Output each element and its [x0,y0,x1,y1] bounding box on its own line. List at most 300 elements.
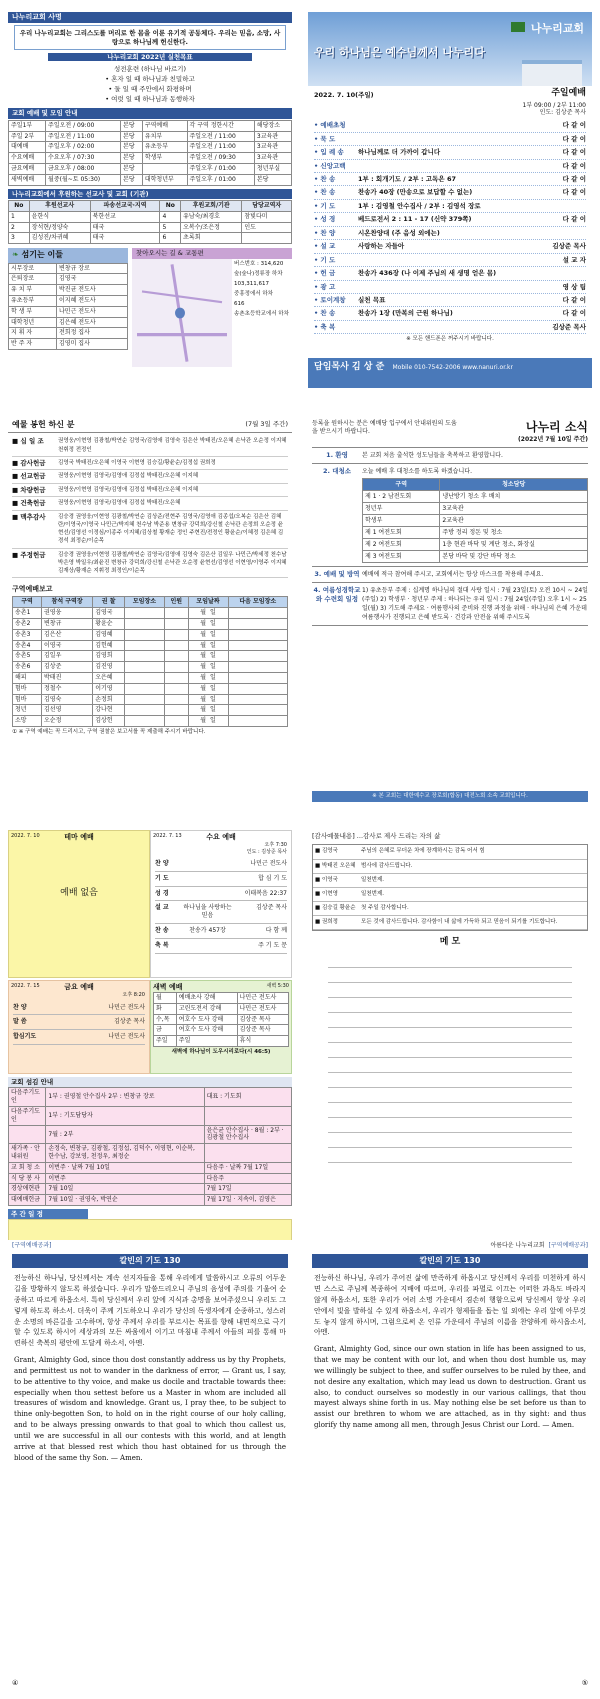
order-item-content [358,135,536,143]
dawn-row [154,1003,289,1014]
fri-rows [9,999,149,1047]
duty-row [9,1088,292,1107]
table-cell [164,629,188,640]
order-item-leader: 김상준 목사 [552,242,586,251]
service-title: 주일예배 [551,88,586,98]
table-cell: 김영희 [93,651,125,662]
service-cell: 설 교 [155,904,169,912]
table-cell: 김상준 [41,662,92,673]
table-cell: 청년 [13,705,42,716]
service-cell: 주 기 도 문 [258,941,287,949]
goal-item: • 여럿 일 때 하나님과 동행하자 [105,94,195,103]
news-item [312,583,588,626]
table-cell: 본당 [254,174,291,185]
duty-row [9,1107,292,1126]
memo-title: 메 모 [439,937,461,948]
wed-title: 수요 예배 [206,833,236,841]
order-item-leader: 다 같 이 [562,309,586,318]
service-row [155,872,287,887]
table-cell: 이영국 [41,640,92,651]
table-cell: 김영국 [57,274,128,285]
service-cell: 말 씀 [13,1018,27,1026]
news-text: 오늘 예배 후 대청소를 하도록 하겠습니다. [362,468,472,476]
table-cell: 김진영 [93,662,125,673]
staff-row [9,306,128,317]
offering-list [8,433,292,580]
order-item-content: 시온찬양대 (주 음성 외에는) [358,228,440,237]
wednesday-box [150,830,292,978]
map-info-line: 송촌초등학교에서 하차 [234,311,289,318]
order-item-content [358,256,536,264]
table-cell [188,683,228,694]
dawn-row [154,993,289,1004]
order-item-content: 1부 : 회개기도 / 2부 : 고독은 67 [358,175,457,184]
month-label: 월 [200,695,207,703]
worship-row [9,142,292,153]
table-cell: 대학청년 [9,317,57,328]
news-footer: ※ 본 교회는 대한예수교 장로회(합동) 대전노회 소속 교회입니다. [312,791,588,802]
group-note-text: ※ 구역 예배는 꼭 드리시고, 구역 권찰은 보고서를 꼭 제출해 주시기 바랍니다. [18,729,206,736]
order-row [314,254,586,267]
table-cell: 송촌2 [13,619,42,630]
thanks-row [313,874,587,888]
order-item-content [358,162,536,170]
lesson-tag: [구역예배공과] [12,1242,52,1249]
table-cell: 식 당 봉 사 [9,1173,46,1184]
service-row [13,1015,145,1030]
table-cell [188,705,228,716]
table-header-cell: 담당교역자 [242,201,292,212]
order-row [314,281,586,294]
table-cell: 김성진/차귀혜 [29,233,90,244]
wed-time: 오후 7:30 [264,842,287,849]
table-cell [124,694,164,705]
table-cell: 주일오전 / 09:00 [46,120,121,131]
order-item-label: • 설 교 [314,242,336,251]
mission-row [9,222,292,233]
table-cell [242,233,292,244]
prayer-english: Grant, Almighty God, since thou dost constantly address us by thy Prophets, and permittest us not to wander in the darkness of error, — Grant us, I say, to be attentive to thy voice, and make us docile and tractable towards thee: especially when thou settest before us a Master in whom are included all treasures of wisdom and knowledge. Grant us, I pray thee, to be subject to thine only-begotten Son, to hold on in the right course of our holy calling, and to be always pressing onwards to that goal to which thou callest us, until we are successful in all our contests with this world, and at length arrive at that blessed rest which thou hast obtained for us through the blood of the same thy Son. — Amen. [14,1356,286,1462]
goal-header: 나누리교회 2022년 실천목표 [48,53,252,61]
news-body [362,451,588,460]
offering-row [12,470,288,483]
table-header-cell: No [9,201,30,212]
service-leader: 인도: 김상준 목사 [539,109,586,117]
table-cell: 강나현 [93,705,125,716]
table-cell [228,651,287,662]
service-cell: 하나님을 사랑하는 믿음 [183,904,232,920]
church-logo [511,22,584,36]
dawn-box [150,980,292,1074]
offering-category: ■ 맥추감사 [12,512,46,521]
memo-line [328,1133,572,1148]
table-cell: 주일오전 / 09:30 [187,153,254,164]
month-label: 월 [200,641,207,649]
thanks-name: ■ 권희정 [315,919,338,926]
group-report-table [12,596,288,727]
table-cell: 주일오후 / 01:00 [187,174,254,185]
service-row [155,887,287,902]
cleaning-table [362,478,588,563]
month-label: 월 [200,630,207,638]
order-item-content: 베드로전서 2 : 11 - 17 (신약 379쪽) [358,215,472,224]
table-cell: 6 [160,233,181,244]
church-logo-icon [511,22,525,32]
cleaning-row [363,503,588,515]
news-label: 1. 환영 [326,451,348,460]
cleaning-row [363,515,588,527]
thanks-row [313,888,587,902]
pastor-footer [308,358,592,388]
table-cell: 새가족 · 안내위원 [9,1144,46,1163]
mission-support-header: 나누리교회에서 후원하는 선교사 및 교회 (기관) [8,189,292,199]
pastor-name: 담임목사 김 상 준 [314,362,385,372]
table-cell: 제 1 · 2 남전도회 [363,491,440,503]
offering-category: ■ 선교헌금 [12,472,46,481]
table-cell: 2 [9,222,30,233]
order-item-leader [536,202,586,210]
page-2-order-of-worship [308,12,592,388]
month-label: 월 [200,717,207,725]
duty-row [9,1184,292,1195]
table-cell: 수요오후 / 07:30 [46,153,121,164]
memo-line [328,1043,572,1058]
table-cell: 7월 17일 · 지속이, 김영은 [204,1195,291,1206]
theme-worship-box [8,830,150,978]
table-cell: 유남숙/최경호 [181,211,242,222]
service-cell: 김상준 목사 [114,1018,145,1026]
duty-row [9,1125,292,1144]
table-cell [164,651,188,662]
service-row [155,939,287,954]
lesson-tag-2: [구역예배공과] [548,1242,588,1249]
table-cell: 3교육관 [254,153,291,164]
table-cell [228,619,287,630]
prayer-title-2: 칼빈의 기도 130 [312,1254,588,1268]
table-cell [204,1107,291,1126]
table-cell: 송촌6 [13,662,42,673]
table-cell [228,662,287,673]
table-cell: 교 회 청 소 [9,1162,46,1173]
table-cell [164,640,188,651]
table-cell [124,619,164,630]
staff-table [8,263,128,350]
table-cell [164,619,188,630]
table-cell: 주일오후 / 02:00 [46,142,121,153]
theme-title: 테마 예배 [64,833,94,841]
offering-category: ■ 건축헌금 [12,499,46,508]
thanks-row [313,845,587,859]
worship-row [9,153,292,164]
table-cell: 2교육관 [440,515,588,527]
group-row [13,683,288,694]
table-cell: 금요오후 / 08:00 [46,164,121,175]
order-item-leader [536,229,586,237]
table-cell: 대학청년부 [142,174,187,185]
table-cell [188,694,228,705]
table-cell: 제 1 여전도회 [363,527,440,539]
table-cell [228,694,287,705]
order-item-label: • 찬 송 [314,309,336,318]
table-cell: 월 [154,993,177,1004]
table-cell: 손정숙, 변창규, 김광철, 김정섭, 김덕수, 이영현, 이순복, 한수남, 강보영, 천정우, 최정순 [46,1144,204,1163]
group-row [13,716,288,727]
page-3-offerings [8,418,292,806]
thanks-text: 범사에 감사드립니다. [361,862,413,869]
table-cell [164,716,188,727]
order-item-leader: 영 상 팀 [562,282,586,291]
table-cell: 유초등부 [9,296,57,307]
table-cell: 본당 [121,131,143,142]
news-text: 예배에 적극 참여해 주시고, 교회에서는 항상 마스크를 착용해 주세요. [362,571,544,579]
table-cell: 변창규 장로 [57,263,128,274]
table-cell: 김상헌 [93,716,125,727]
table-cell: 제 3 여전도회 [363,551,440,563]
order-row [314,119,586,132]
day-label: 일 [210,652,216,660]
table-cell [188,608,228,619]
group-row [13,619,288,630]
banner-slogan: 우리 하나님은 예수님께서 나누리다 [314,46,485,59]
table-cell: 주일오전 / 11:00 [187,142,254,153]
table-cell: 3 [9,233,30,244]
table-cell [124,673,164,684]
thanks-text: 첫 주일 감사합니다. [361,905,409,911]
table-cell: 해피 [13,673,42,684]
page-5-weekly-services [8,830,292,1218]
table-cell: 1층 현관 바닥 및 계단 청소, 화장실 [440,539,588,551]
thanks-name: ■ 김영국 [315,848,338,855]
thanks-row [313,860,587,874]
table-cell: 소망 [13,716,42,727]
prayer-korean-2: 전능하신 하나님, 우리가 주어진 삶에 만족하게 하옵시고 당신께서 우리를 미천하게 하시면 스스로 주님께 복종하여 지배에 따르며, 우리를 파멸로 이끄는 어떠한 과욕도 바라지 않게 하옵소서, 또한 우리가 여러 소명 가운데서 겸손히 행함으로써 당신께서 항상 우리 안에서 빛을 발하실 수 있게 하옵소서, 우리가 형제들을 돕는 일 외에는 우리 앞에 아무것도 놓지 않게 하시며, 그럼으로써 온 인류 가운데서 주님의 이름을 찬양하게 하시옵소서, 아멘. [314,1274,586,1337]
service-cell: 찬 양 [155,860,169,868]
thanks-text: 모든 것에 감사드립니다. 감사함이 내 삶에 가득하 되고 믿음이 되기를 기도합니다. [361,919,558,926]
church-tagline: 아름다운 나누리교회 [490,1242,545,1249]
table-cell: 여호수 도사 강해 [176,1025,237,1036]
table-cell: 경상애현관 [9,1184,46,1195]
order-item-content [358,121,536,129]
table-cell [124,683,164,694]
table-cell: 본당 [121,153,143,164]
table-cell: 여호수 도사 강해 [176,1014,237,1025]
news-text: 1) 유초등부 주제 : 십계명 하나님의 절대 사랑 일시 : 7월 23일(토) 오전 10시 ~ 24일(주일) 2) 학생부 · 청년부 주제 : 하나되는 우리 일시 : 7월 24일(주일) 오후 1시 ~ 25일(월) 3) 기도해 주세요 · 여름행사의 준비와 진행 과정을 위해 · 하나님의 은혜 가운데 여름행사가 진행되고 은혜 받도록 · 건강과 안전을 위해 주시도록 [362,587,588,622]
table-cell: 월중(월~토 05:30) [46,174,121,185]
offering-row [12,457,288,470]
order-item-label: • 기 도 [314,255,336,264]
page-7-calvin-prayer [8,1240,292,1690]
church-name: 나누리교회 [530,22,584,35]
order-item-leader [536,269,586,277]
table-cell [188,662,228,673]
table-cell: 장석현/정양숙 [29,222,90,233]
page-number-1: ① [12,729,17,736]
service-cell: 축 복 [155,941,169,949]
table-cell: 7월 10일 [46,1184,204,1195]
thanks-row [313,902,587,916]
dawn-row [154,1025,289,1036]
table-cell: 시무장로 [9,263,57,274]
table-cell: 이번주 · 날짜 7월 10일 [46,1162,204,1173]
order-item-leader: 다 같 이 [562,215,586,224]
table-cell: 북한선교 [90,211,160,222]
map-info-line: 616 [234,301,245,308]
table-cell: 5 [160,222,181,233]
prayer-english-2: Grant, Almighty God, since our own station in life has been assigned to us, that we may be content with our lot, and when thou dost humble us, may we willingly be subject to thee, and suffer ourselves to be ruled by thee, and not desire any exaltation, which may lead us down to destruction. Grant us also, to conduct ourselves so modestly in our various callings, that thou mayest always shine forth in us. May nothing else be set before us than to assist our brethren to whom we are attached, as in thy sight: and thus glorify thy name among all men, through Jesus Christ our Lord. — Amen. [314,1345,586,1430]
table-cell: 정철수 [41,683,92,694]
service-cell: 찬 양 [13,1003,27,1011]
table-cell: 박태진 [41,673,92,684]
cleaning-row [363,539,588,551]
day-label: 일 [210,674,216,682]
order-item-label: • 신앙고백 [314,161,346,170]
goal-list [50,75,250,104]
table-cell: 김선영 [41,705,92,716]
day-label: 일 [210,641,216,649]
memo-line [328,998,572,1013]
table-cell: 3교육관 [254,131,291,142]
cleaning-row [363,551,588,563]
table-cell: 주일 [154,1036,177,1047]
table-cell: 반 주 자 [9,339,57,350]
month-label: 월 [200,609,207,617]
news-text: 본 교회 처음 출석한 성도님들을 축복하고 환영합니다. [362,452,503,460]
memo-line [328,1118,572,1133]
order-item-content: 찬송가 436장 (나 이제 주님의 새 생명 얻은 몸) [358,269,497,278]
table-cell: 본당 [121,174,143,185]
staff-row [9,296,128,307]
table-cell [188,651,228,662]
fri-date: 2022. 7. 15 [11,983,40,989]
table-cell: 다음주 [204,1173,291,1184]
offering-row [12,497,288,510]
table-cell: 이기영 [93,683,125,694]
memo-line [328,1148,572,1163]
table-cell [228,683,287,694]
table-header-cell: 인원 [164,597,188,608]
table-cell: 김상준 목사 [237,1025,288,1036]
offering-names: 권영웅/이현영 김영국/김영애 김정섭 박태진/오은혜 이지혜 [58,486,199,493]
wed-rows [151,855,291,956]
worship-row [9,174,292,185]
table-cell: 구역예배 [142,120,187,131]
table-cell [164,608,188,619]
theme-date: 2022. 7. 10 [11,833,40,839]
table-cell [188,640,228,651]
order-item-label: • 입 례 송 [314,148,344,157]
table-cell [124,629,164,640]
offering-row [12,484,288,497]
service-cell: 이태복음 22:37 [244,889,287,897]
table-header-cell: 청소담당 [440,479,588,491]
prayer-title: 칼빈의 기도 130 [12,1254,288,1268]
table-cell [228,716,287,727]
service-cell: 다 함 께 [265,927,287,935]
offering-category: ■ 차량헌금 [12,485,46,494]
table-cell: 제 2 여전도회 [363,539,440,551]
page-8-calvin-prayer [308,1240,592,1690]
table-header-cell: 권 찰 [93,597,125,608]
mission-row [9,211,292,222]
goal-box [48,63,252,106]
wed-leader: 인도 : 김상준 목사 [246,848,287,855]
table-cell: 3교육관 [254,142,291,153]
table-cell: 주일오전 / 11:00 [187,131,254,142]
table-cell: 고린도전서 강해 [176,1003,237,1014]
map-info-line: 103,311,617 [234,280,269,287]
table-cell: 대예배헌금 [9,1195,46,1206]
church-building [522,60,582,86]
order-row [314,146,586,159]
table-cell: 3교육관 [440,503,588,515]
page-number-5: ⑤ [581,1678,588,1687]
table-header-cell: 파송선교국·지역 [90,201,160,212]
table-cell: 오복수/조은정 [181,222,242,233]
service-cell: 기 도 [155,874,169,882]
offerings-title: 예물 봉헌 하신 분 [12,420,75,429]
table-cell: 김영국 [93,608,125,619]
order-item-content [358,283,536,291]
offering-names: 김승경 권영웅/이현영 김광철/박연순 김영국/김영애 김영숙 김은산 김일우 나민근/박세정 천수남 박은영 박일우/최윤진 변창규 강덕희/강신철 손낙관 오순정 윤현선/김영선 이현영/이영주 이지혜 김재상/황재순 지휘정 최정인/이순목 [58,551,287,575]
table-cell: 나민근 전도사 [237,993,288,1004]
offering-row [12,435,288,457]
dawn-row [154,1036,289,1047]
table-header-cell: 다음 모임장소 [228,597,287,608]
table-cell [164,673,188,684]
map-info-line: 버스번호 : 314,620 [234,260,284,267]
memo-line [328,1103,572,1118]
order-item-label: • 찬 송 [314,188,336,197]
staff-row [9,328,128,339]
memo-line [328,1028,572,1043]
group-row [13,640,288,651]
table-cell: 오은혜 [93,673,125,684]
table-cell: 황윤순 [93,619,125,630]
duty-row [9,1195,292,1206]
order-item-label: • 기 도 [314,201,336,210]
table-cell: 송촌4 [13,640,42,651]
table-cell: 전희정 집사 [57,328,128,339]
duty-table [8,1087,292,1206]
order-row [314,213,586,226]
table-cell: 험바 [13,694,42,705]
table-cell: 각 구역 정한시간 [187,120,254,131]
service-cell: 나민근 전도사 [250,860,287,868]
month-label: 월 [200,620,207,628]
order-item-leader: 설 교 자 [562,255,586,264]
table-cell: 송촌5 [13,651,42,662]
order-row [314,200,586,213]
offering-names: 권영웅/이현영 김영국/김영애 김정섭 박태진/오은혜 이지혜 [58,473,199,480]
table-cell: 김영미 집사 [57,339,128,350]
table-cell: 김상준 목사 [237,1014,288,1025]
order-row [314,227,586,240]
table-cell: 청년부 [363,503,440,515]
staff-row [9,339,128,350]
table-cell: 금요예배 [9,164,46,175]
thanks-name: ■ 이현영 [315,890,338,897]
thanks-text: 일천번제. [361,890,385,897]
news-body [362,467,588,563]
fri-time: 오후 8:20 [122,992,145,999]
table-cell [164,662,188,673]
order-row [314,160,586,173]
thanks-name: ■ 이영국 [315,876,338,883]
month-label: 월 [200,674,207,682]
table-cell: 본당 [121,142,143,153]
order-item-leader: 김상준 목사 [552,322,586,331]
order-row [314,173,586,186]
